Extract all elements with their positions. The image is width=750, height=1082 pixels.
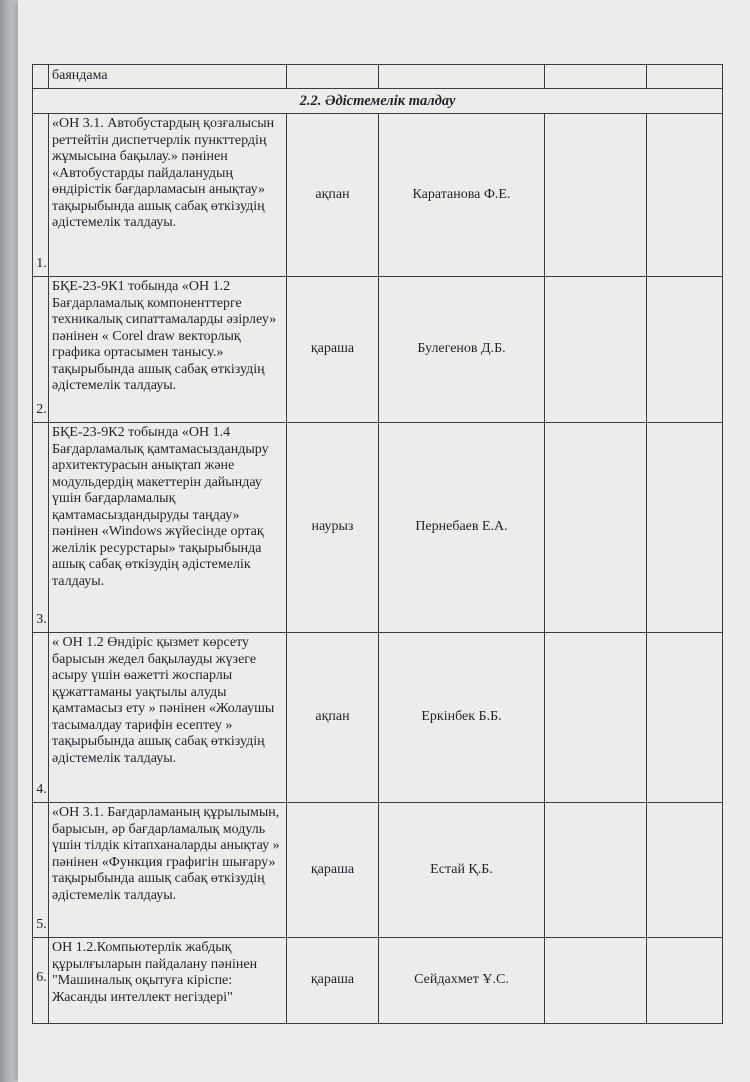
row-name: Сейдахмет Ұ.С.	[379, 938, 545, 1024]
section-row	[33, 89, 723, 114]
row-topic: «ОН 3.1. Бағдарламаның құрылымын, барысын, әр бағдарламалық модуль үшін тілдік кітапханаларды анықтау » пәнінен «Функция графигін шығару» тақырыбында ашық сабақ өткізудің әдістемелік талдауы.	[49, 803, 287, 938]
binding-gutter	[0, 0, 18, 1082]
row-empty-cell	[647, 277, 723, 423]
extra-cell	[545, 65, 647, 89]
name-cell	[379, 65, 545, 89]
extra-cell	[647, 65, 723, 89]
row-month: қараша	[287, 277, 379, 423]
num-cell	[33, 65, 49, 89]
row-name: Булегенов Д.Б.	[379, 277, 545, 423]
table-row	[33, 277, 723, 423]
row-empty-cell	[647, 803, 723, 938]
row-month: қараша	[287, 803, 379, 938]
row-empty-cell	[545, 423, 647, 633]
row-empty-cell	[545, 277, 647, 423]
row-month: ақпан	[287, 114, 379, 277]
row-empty-cell	[647, 114, 723, 277]
header-continuation-row	[33, 65, 723, 89]
row-number: 1.	[33, 114, 49, 277]
row-number: 5.	[33, 803, 49, 938]
row-month: наурыз	[287, 423, 379, 633]
row-topic: БҚЕ-23-9К1 тобында «ОН 1.2 Бағдарламалық компоненттерге техникалық сипаттамаларды әзірлеу» пәнінен « Corel draw векторлық графика ортасымен танысу.» тақырыбында ашық сабақ өткізудің әдістемелік талдауы.	[49, 277, 287, 423]
row-month: ақпан	[287, 633, 379, 803]
row-empty-cell	[545, 633, 647, 803]
month-cell	[287, 65, 379, 89]
row-empty-cell	[545, 938, 647, 1024]
row-name: Пернебаев Е.А.	[379, 423, 545, 633]
table-row	[33, 803, 723, 938]
row-empty-cell	[647, 938, 723, 1024]
section-title: 2.2. Әдістемелік талдау	[33, 89, 723, 114]
row-name: Каратанова Ф.Е.	[379, 114, 545, 277]
table-row	[33, 114, 723, 277]
row-topic: ОН 1.2.Компьютерлік жабдық құрылғыларын пайдалану пәнінен "Машиналық оқытуға кіріспе: Жасанды интеллект негіздері"	[49, 938, 287, 1024]
table-row	[33, 633, 723, 803]
topic-cell: баяндама	[49, 65, 287, 89]
row-name: Еркінбек Б.Б.	[379, 633, 545, 803]
table-row	[33, 938, 723, 1024]
row-number: 3.	[33, 423, 49, 633]
row-month: қараша	[287, 938, 379, 1024]
row-topic: БҚЕ-23-9К2 тобында «ОН 1.4 Бағдарламалық қамтамасыздандыру архитектурасын анықтап және модульдердің макеттерін дайындау үшін бағдарламалық қамтамасыздандыруды таңдау» пәнінен «Windows жүйесінде ортақ желілік ресурстары» тақырыбында ашық сабақ өткізудің әдістемелік талдауы.	[49, 423, 287, 633]
row-topic: «ОН 3.1. Автобустардың қозғалысын реттейтін диспетчерлік пункттердің жұмысына бақылау.» пәнінен «Автобустарды пайдаланудың өндірістік бағдарламасын анықтау» тақырыбында ашық сабақ өткізудің әдістемелік талдауы.	[49, 114, 287, 277]
row-empty-cell	[647, 423, 723, 633]
row-topic: « ОН 1.2 Өндіріс қызмет көрсету барысын жедел бақылауды жүзеге асыру үшін өажетті жоспарлы құжаттаманы уақтылы алуды қамтамасыз ету » пәнінен «Жолаушы тасымалдау тарифін есептеу » тақырыбында ашық сабақ өткізудің әдістемелік талдауы.	[49, 633, 287, 803]
row-number: 6.	[33, 938, 49, 1024]
table-row	[33, 423, 723, 633]
row-name: Естай Қ.Б.	[379, 803, 545, 938]
row-empty-cell	[545, 114, 647, 277]
row-empty-cell	[647, 633, 723, 803]
methodology-table	[32, 64, 723, 1024]
row-number: 2.	[33, 277, 49, 423]
row-empty-cell	[545, 803, 647, 938]
row-number: 4.	[33, 633, 49, 803]
